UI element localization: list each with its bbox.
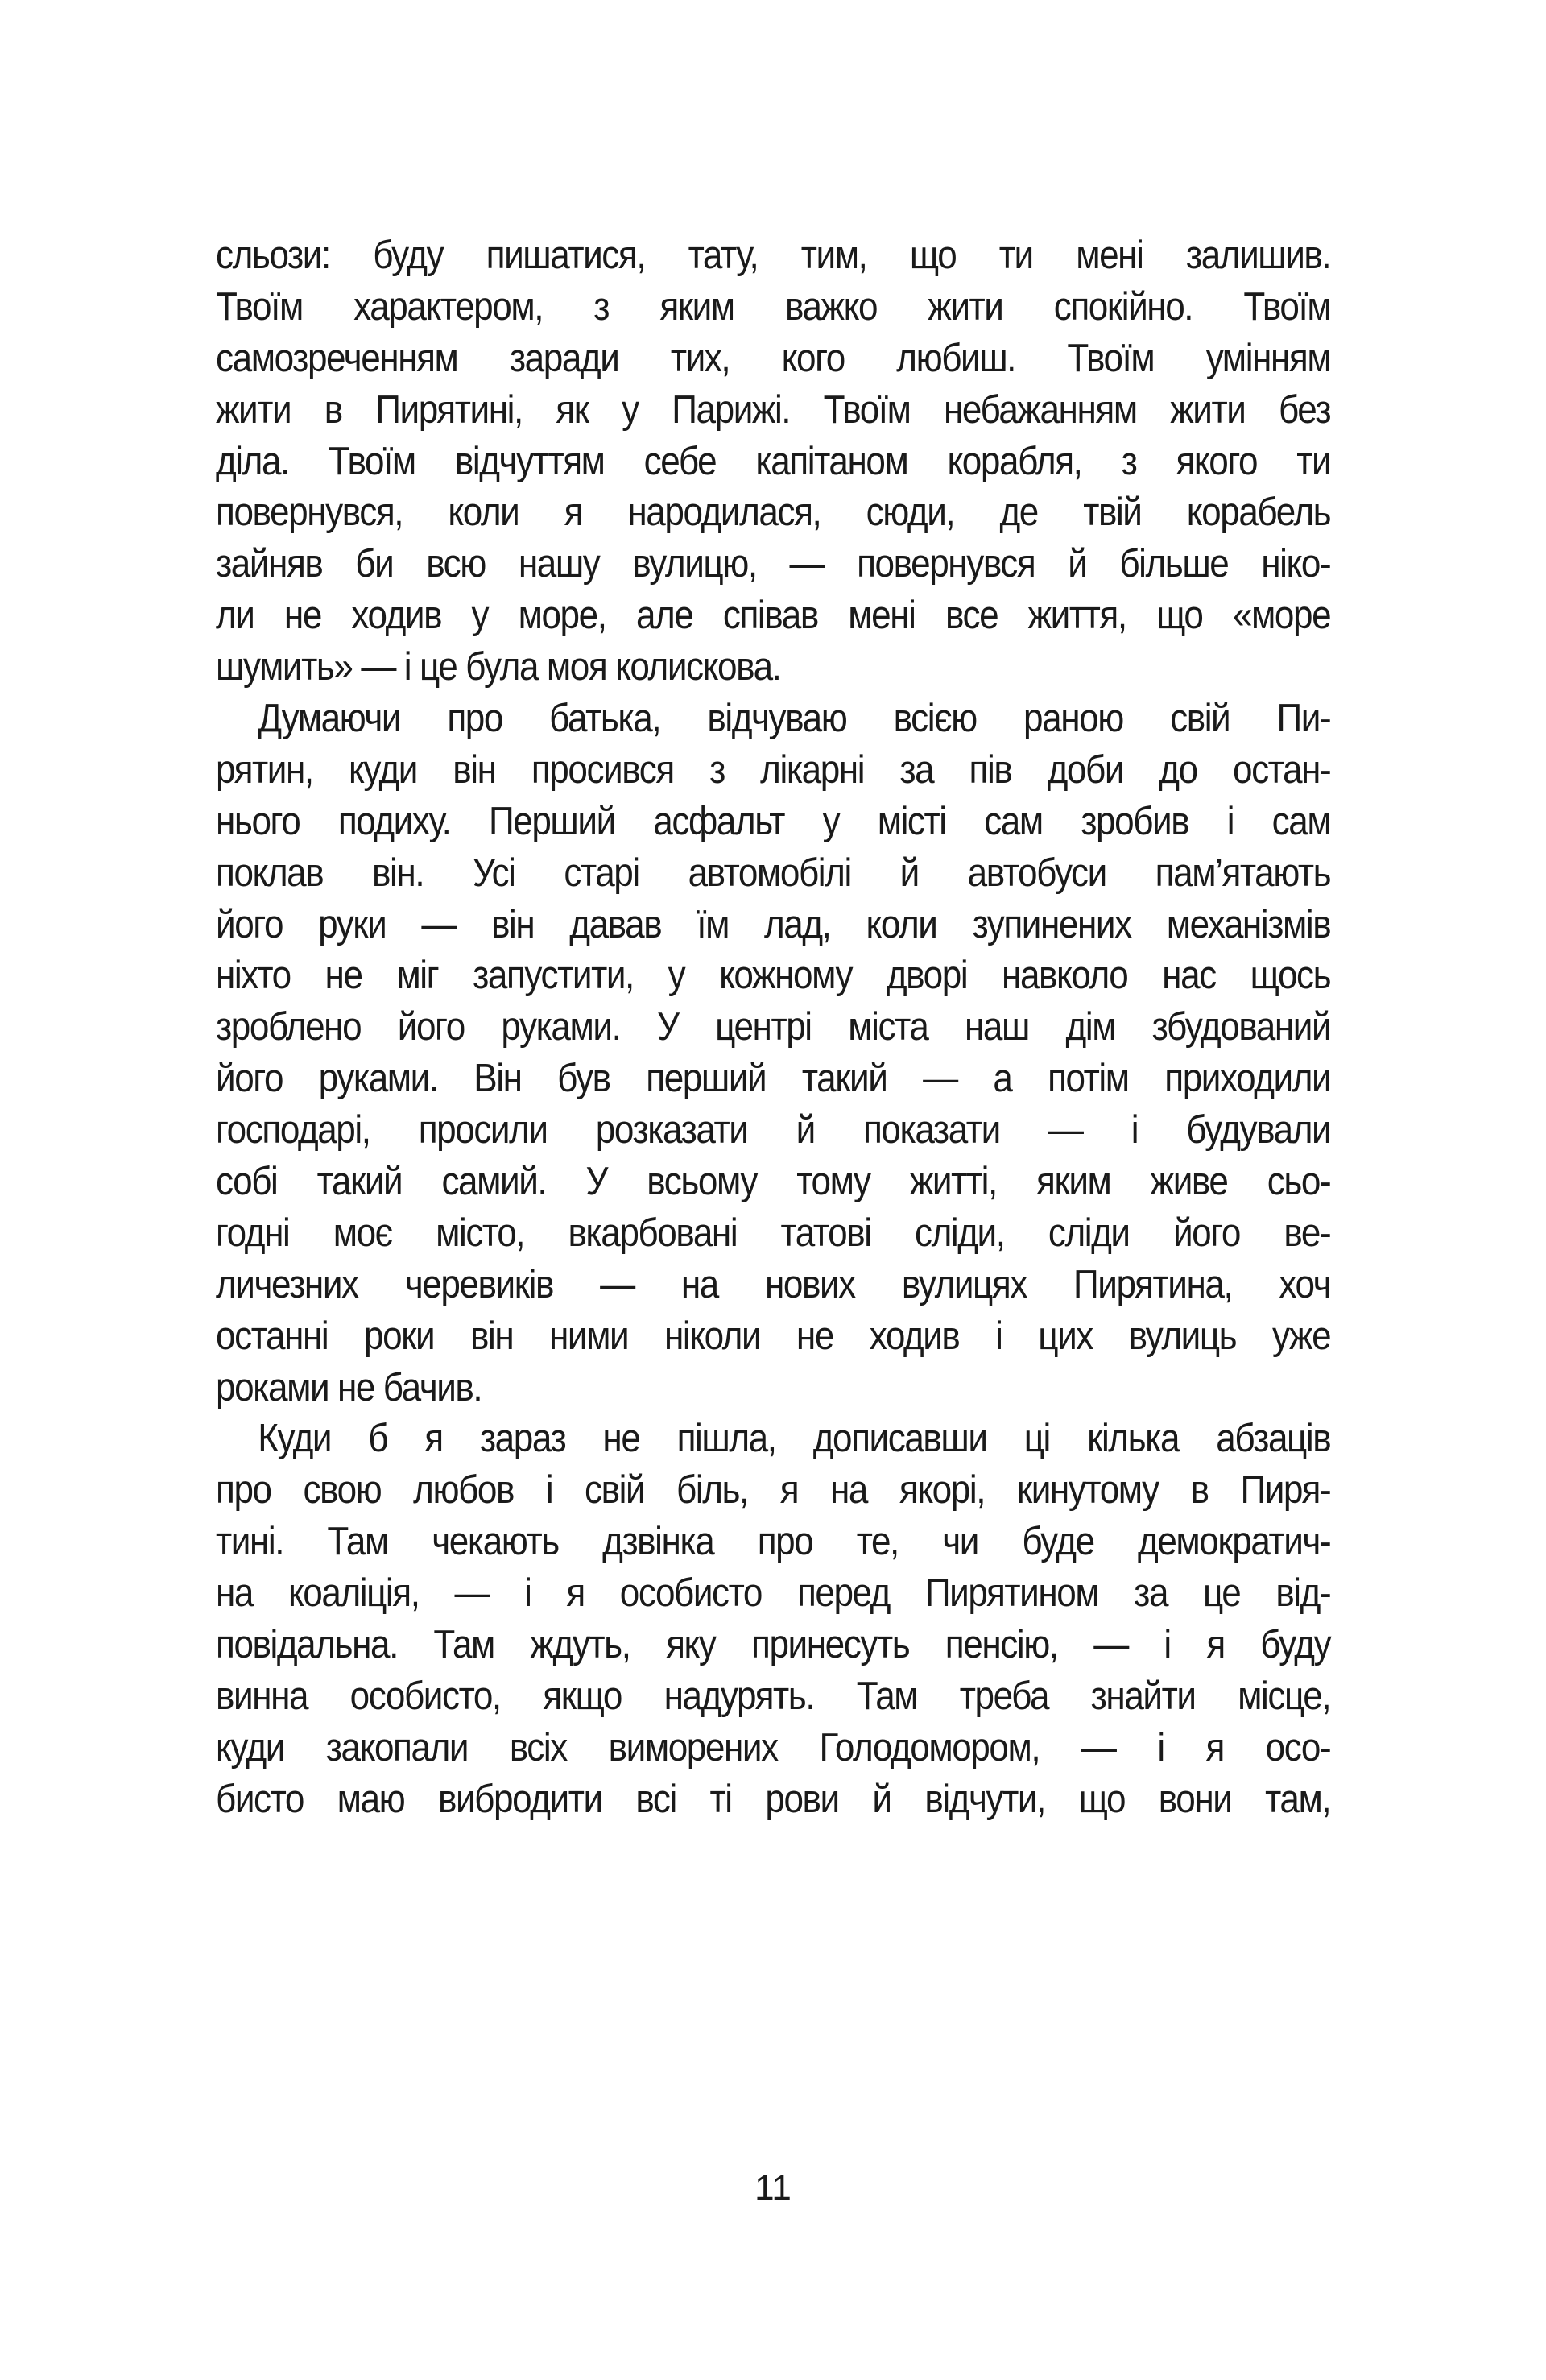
- text-line: жити в Пирятині, як у Парижі. Твоїм небажанням жити без: [216, 387, 1331, 432]
- text-line: Думаючи про батька, відчуваю всією раною свій Пи-: [258, 697, 1331, 741]
- text-line: зайняв би всю нашу вулицю, — повернувся й більше ніко-: [216, 542, 1331, 586]
- text-line: ніхто не міг запустити, у кожному дворі навколо нас щось: [216, 954, 1331, 998]
- text-line: рятин, куди він просився з лікарні за пів доби до остан-: [216, 747, 1331, 792]
- text-line: тині. Там чекають дзвінка про те, чи буде демократич-: [216, 1520, 1331, 1564]
- text-line: його руками. Він був перший такий — а потім приходили: [216, 1057, 1331, 1101]
- text-line: нього подиху. Перший асфальт у місті сам зробив і сам: [216, 799, 1331, 843]
- text-line: роками не бачив.: [216, 1365, 482, 1409]
- text-block: [216, 230, 1330, 1826]
- text-line: повернувся, коли я народилася, сюди, де твій корабель: [216, 490, 1331, 535]
- text-line: на коаліція, — і я особисто перед Пирятином за це від-: [216, 1571, 1331, 1616]
- text-line: останні роки він ними ніколи не ходив і цих вулиць уже: [216, 1314, 1331, 1358]
- text-line: зроблено його руками. У центрі міста наш дім збудований: [216, 1005, 1331, 1049]
- text-line: повідальна. Там ждуть, яку принесуть пенсію, — і я буду: [216, 1623, 1331, 1667]
- text-line: про свою любов і свій біль, я на якорі, кинутому в Пиря-: [216, 1468, 1331, 1513]
- text-line: ли не ходив у море, але співав мені все життя, що «море: [216, 594, 1331, 638]
- text-line: поклав він. Усі старі автомобілі й автобуси пам’ятають: [216, 851, 1331, 895]
- text-line: винна особисто, якщо надурять. Там треба знайти місце,: [216, 1674, 1331, 1718]
- text-line: Куди б я зараз не пішла, дописавши ці кілька абзаців: [258, 1417, 1331, 1461]
- text-line: личезних черевиків — на нових вулицях Пирятина, хоч: [216, 1262, 1331, 1306]
- text-line: собі такий самий. У всьому тому житті, яким живе сьо-: [216, 1160, 1331, 1204]
- text-line: діла. Твоїм відчуттям себе капітаном корабля, з якого ти: [216, 439, 1331, 483]
- text-line: сльози: буду пишатися, тату, тим, що ти мені залишив.: [216, 234, 1331, 277]
- text-line: куди закопали всіх виморених Голодомором, — і я осо-: [216, 1725, 1331, 1769]
- text-line: Твоїм характером, з яким важко жити спокійно. Твоїм: [216, 284, 1331, 329]
- text-line: бисто маю вибродити всі ті рови й відчути, що вони там,: [216, 1777, 1331, 1821]
- text-line: господарі, просили розказати й показати — і будували: [216, 1108, 1331, 1153]
- text-line: його руки — він давав їм лад, коли зупинених механізмів: [216, 902, 1331, 946]
- text-line: годні моє місто, вкарбовані татові сліди, сліди його ве-: [216, 1211, 1331, 1255]
- text-line: шумить» — і це була моя колискова.: [216, 645, 781, 689]
- page-number: 11: [754, 2168, 792, 2208]
- page-body: [216, 230, 1331, 1826]
- text-line: самозреченням заради тих, кого любиш. Твоїм умінням: [216, 336, 1331, 380]
